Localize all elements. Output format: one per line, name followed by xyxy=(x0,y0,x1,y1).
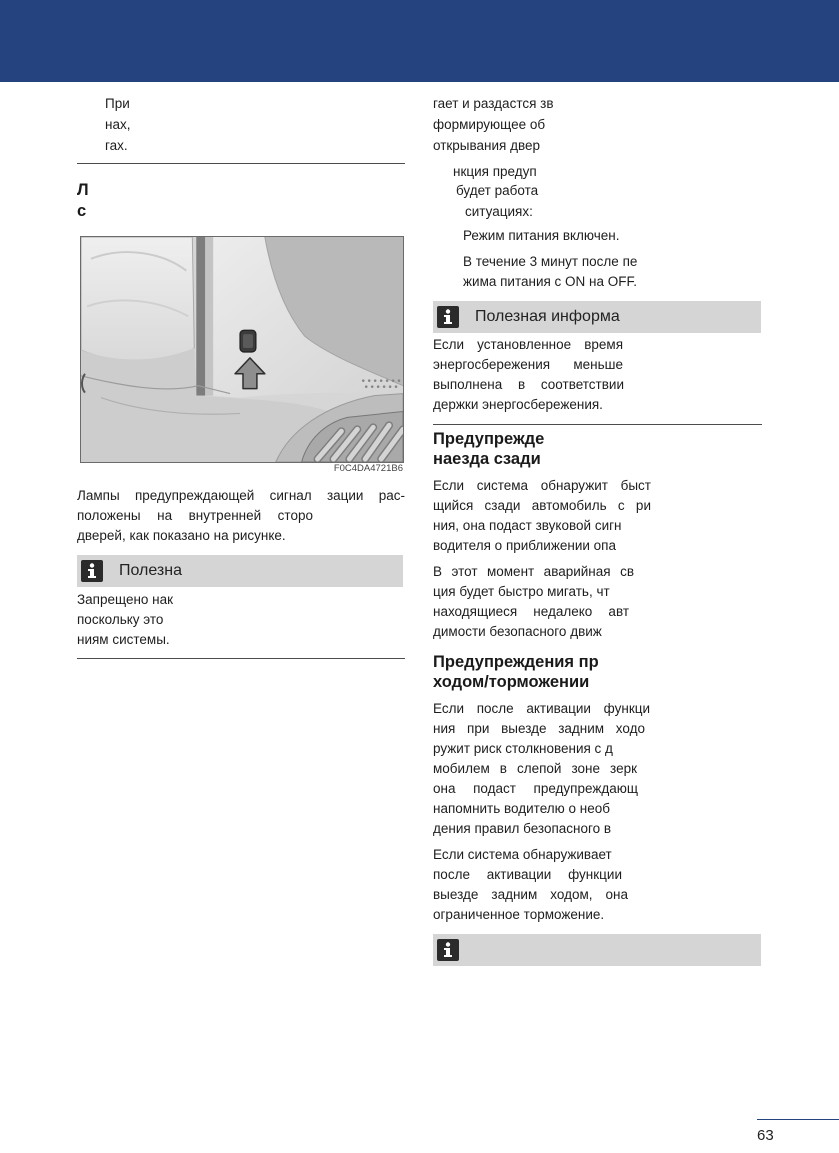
paragraph xyxy=(433,845,628,925)
info-icon xyxy=(81,560,103,582)
text-line: В этот момент аварийная св xyxy=(433,564,634,579)
text-line: после активации функции xyxy=(433,867,622,882)
lamps-paragraph xyxy=(77,486,405,546)
text-line: ружит риск столкновения с д xyxy=(433,741,613,756)
page-header-band xyxy=(0,0,839,82)
text-line: ниям системы. xyxy=(77,632,170,647)
text-line: она подаст предупреждающ xyxy=(433,781,638,796)
conditions-intro-line: нкция предуп xyxy=(453,164,537,179)
text-line: щийся сзади автомобиль с ри xyxy=(433,498,651,513)
window-frame xyxy=(196,237,205,396)
info-note-text xyxy=(77,590,173,650)
text-line: ция будет быстро мигать, чт xyxy=(433,584,610,599)
text-line: димости безопасного движ xyxy=(433,624,602,639)
info-note-text xyxy=(433,335,624,415)
info-note-title: Полезная информа xyxy=(475,308,620,325)
text-line: Запрещено нак xyxy=(77,592,174,607)
text-line: находящиеся недалеко авт xyxy=(433,604,629,619)
conditions-intro-line: будет работа xyxy=(456,183,539,198)
figure-caption: F0C4DA4721B6 xyxy=(333,463,403,474)
heading-line: Предупреждения пр xyxy=(433,653,599,671)
text-line: Лампы предупреждающей сигнал зации рас- xyxy=(77,488,405,503)
text-line: Если установленное время xyxy=(433,337,623,352)
text-line: жима питания с ON на OFF. xyxy=(463,274,638,289)
heading-line: Предупрежде xyxy=(433,430,545,448)
condition-item: Режим питания включен. xyxy=(463,228,620,243)
text-line: ограниченное торможение. xyxy=(433,907,605,922)
text-line: водителя о приближении опа xyxy=(433,538,616,553)
section-heading-reverse-braking xyxy=(433,652,599,692)
info-note-box xyxy=(433,301,761,333)
text-line: поскольку это xyxy=(77,612,164,627)
text-line: открывания двер xyxy=(433,138,541,153)
section-divider xyxy=(433,424,762,425)
text-line: напомнить водителю о необ xyxy=(433,801,610,816)
text-line: Если система обнаружит быст xyxy=(433,478,651,493)
text-line: дения правил безопасного в xyxy=(433,821,612,836)
text-line: гах. xyxy=(105,138,128,153)
paragraph xyxy=(433,562,634,642)
heading-line: наезда сзади xyxy=(433,450,541,468)
text-line: мобилем в слепой зоне зерк xyxy=(433,761,637,776)
conditions-intro-line: ситуациях: xyxy=(465,204,533,219)
text-line: выполнена в соответствии xyxy=(433,377,624,392)
text-line: При xyxy=(105,96,130,111)
warning-lamp xyxy=(240,330,256,352)
heading-line: с xyxy=(77,202,87,220)
text-line: В течение 3 минут после пе xyxy=(463,254,638,269)
window-frame-trim xyxy=(205,237,213,396)
text-line: формирующее об xyxy=(433,117,546,132)
section-divider xyxy=(77,658,405,659)
text-line: положены на внутренней сторо xyxy=(77,508,313,523)
figure-illustration xyxy=(81,237,403,462)
paragraph xyxy=(433,476,651,556)
right-intro-paragraph xyxy=(433,93,554,156)
info-note-title: Полезна xyxy=(119,562,182,579)
info-icon xyxy=(437,939,459,961)
text-line: Если система обнаруживает xyxy=(433,847,612,862)
figure-lamp-location xyxy=(80,236,404,463)
text-line: Если после активации функци xyxy=(433,701,650,716)
heading-line: Л xyxy=(77,181,89,199)
heading-line: ходом/торможении xyxy=(433,673,590,691)
info-note-box xyxy=(77,555,403,587)
left-section-heading xyxy=(77,180,89,222)
info-note-box xyxy=(433,934,761,966)
text-line: энергосбережения меньше xyxy=(433,357,623,372)
footer-rule xyxy=(757,1119,839,1120)
paragraph xyxy=(433,699,650,839)
text-line: нах, xyxy=(105,117,131,132)
section-divider xyxy=(77,163,405,164)
text-line: ния при выезде задним ходо xyxy=(433,721,645,736)
left-intro-paragraph xyxy=(105,93,130,156)
section-heading-rear-warning xyxy=(433,429,544,469)
info-icon xyxy=(437,306,459,328)
text-line: гает и раздастся зв xyxy=(433,96,554,111)
text-line: дверей, как показано на рисунке. xyxy=(77,528,286,543)
text-line: держки энергосбережения. xyxy=(433,397,603,412)
condition-item xyxy=(463,252,637,292)
text-line: выезде задним ходом, она xyxy=(433,887,628,902)
page-number: 63 xyxy=(757,1127,774,1144)
text-line: ния, она подаст звуковой сигн xyxy=(433,518,622,533)
